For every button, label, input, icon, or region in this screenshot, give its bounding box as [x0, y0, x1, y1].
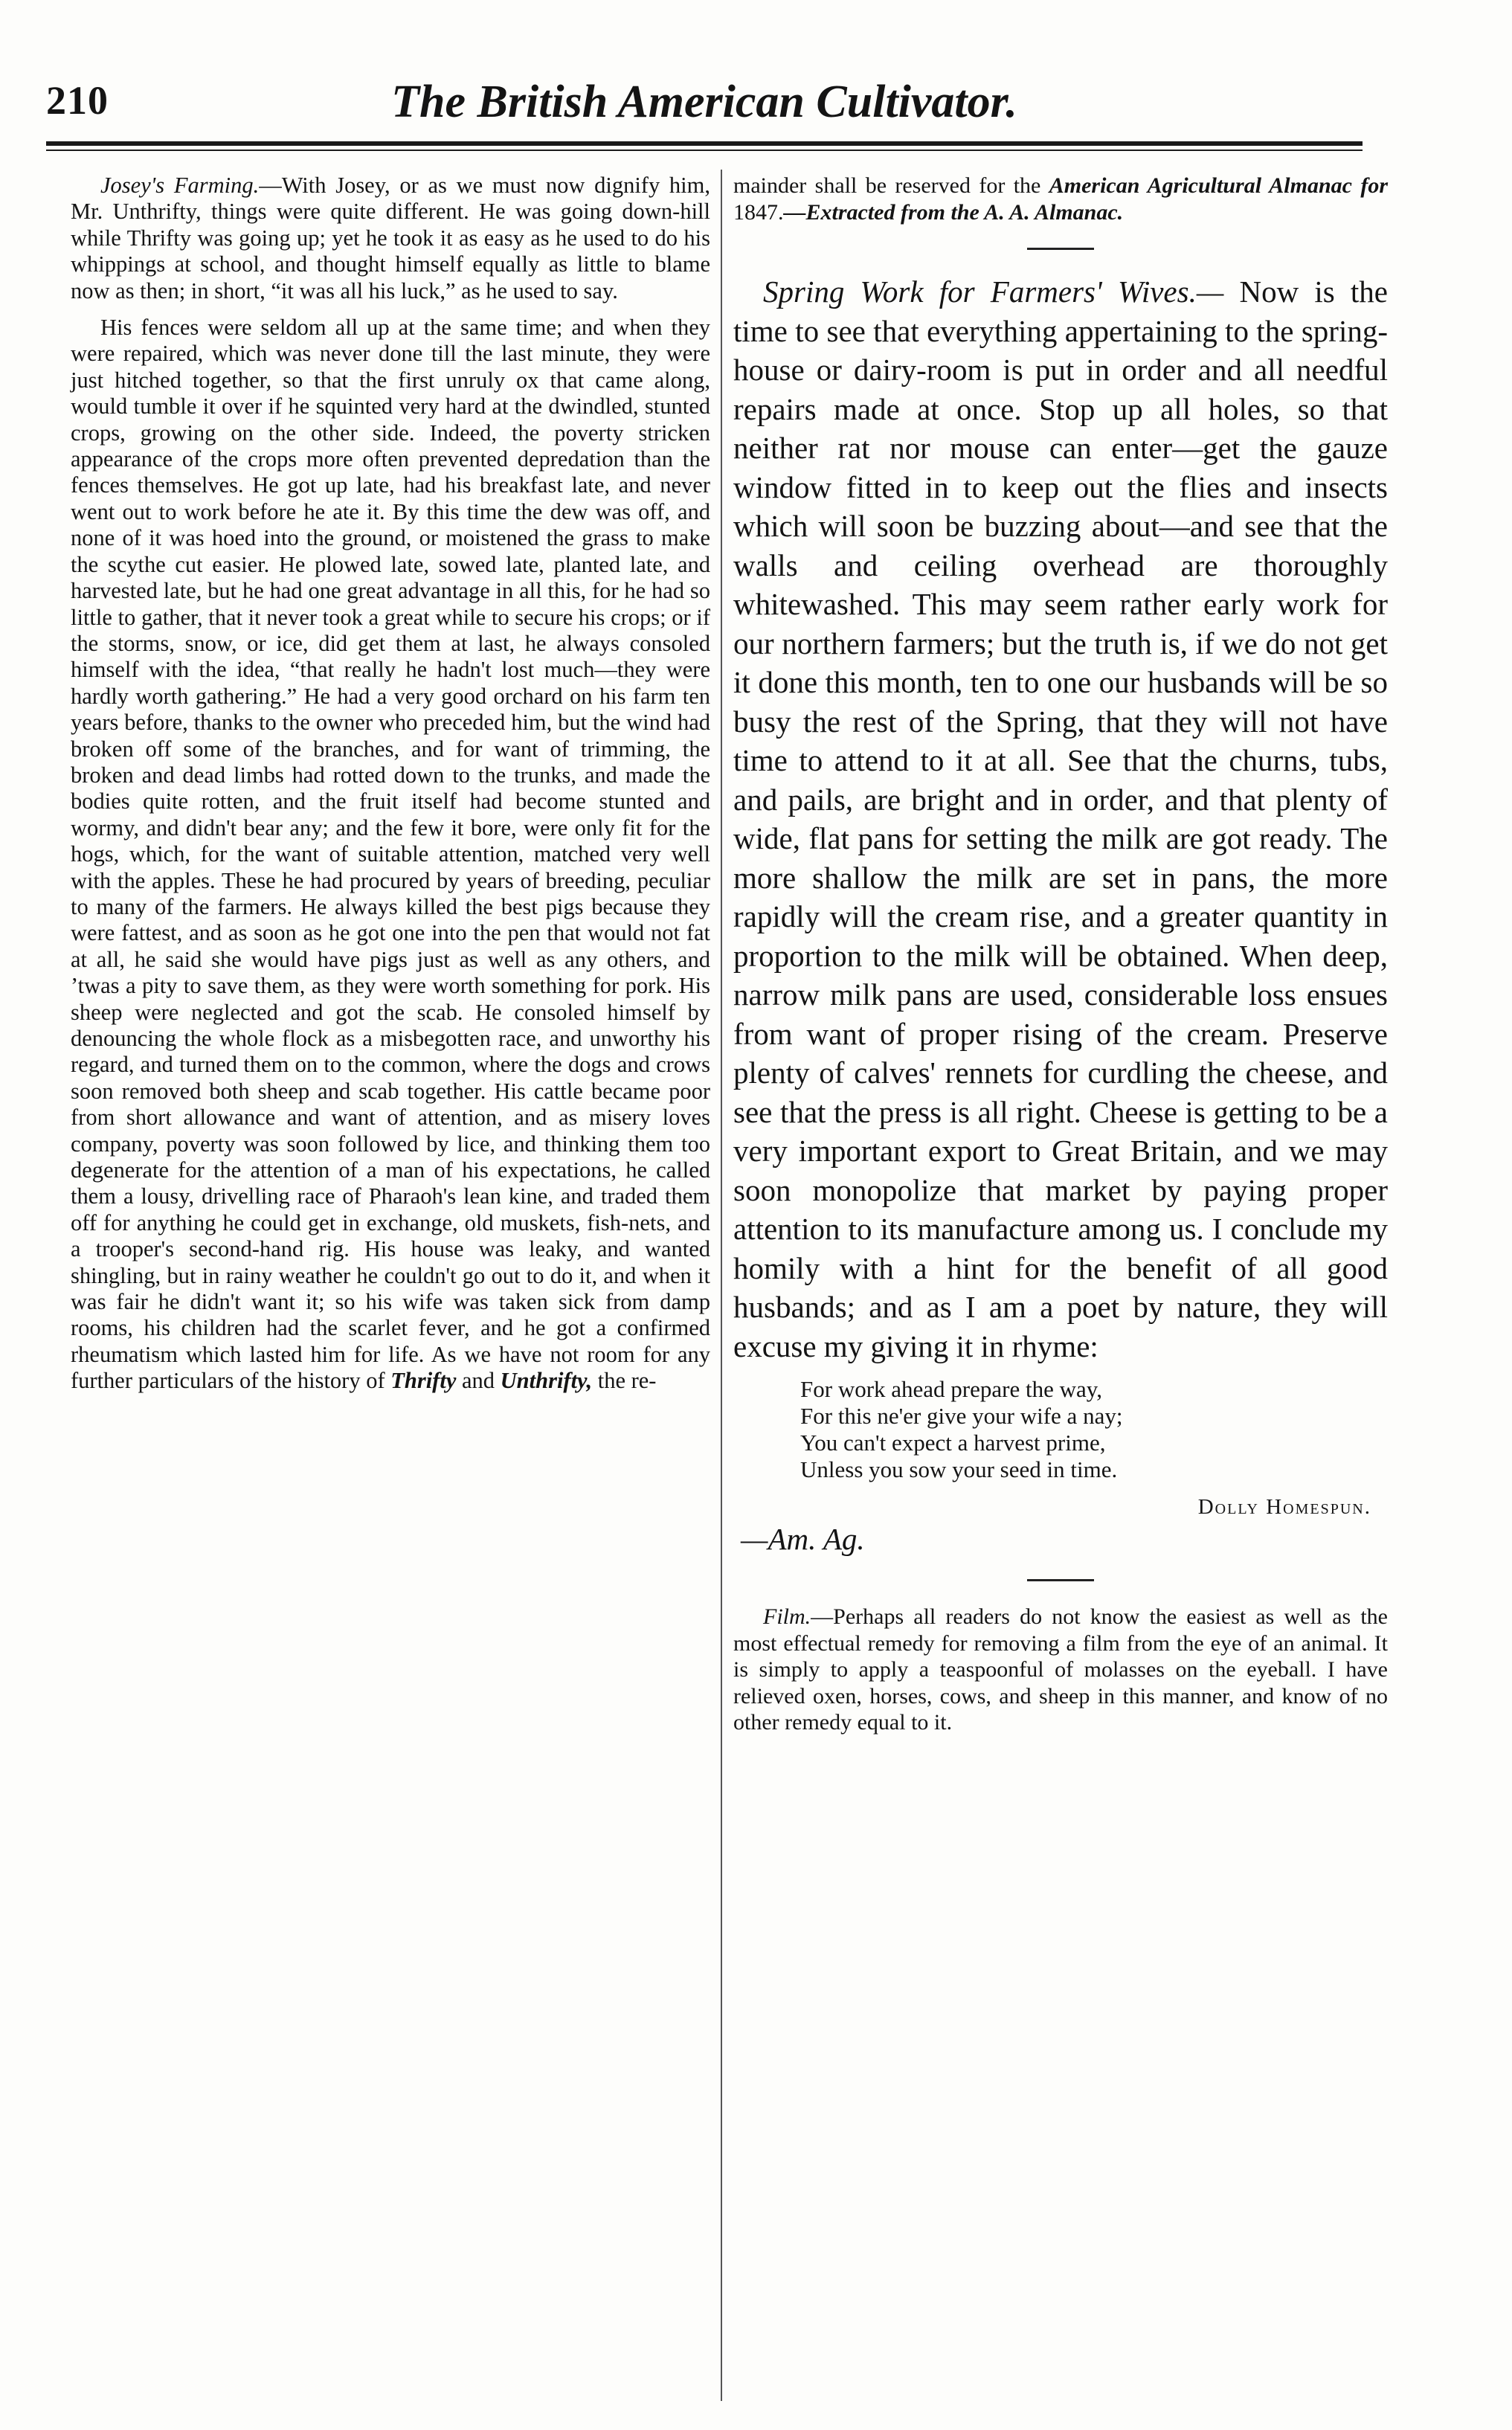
film-text: —Perhaps all readers do not know the easiest as well as the most effectual remedy for removing a film from the eye of an animal. It is simply to apply a teaspoonful of molasses on the eyeball. I have relieved oxen, horses, cows, and sheep in this manner, and know of no other remedy equal to it. [733, 1604, 1388, 1735]
verse-line: Unless you sow your seed in time. [800, 1456, 1118, 1482]
film-title: Film. [763, 1604, 811, 1629]
running-head [46, 71, 1363, 138]
continuation-text: mainder shall be reserved for the [733, 173, 1041, 198]
josey-farming-text: —With Josey, or as we must now dignify him, Mr. Unthrifty, things were quite different. He was going down-hill while Thrifty was going up; yet he took it as easy as he used to do his whippings at school, and thought himself equally as little to blame now as then; in short, “it was all his luck,” as he used to say. [71, 173, 710, 303]
left-column [71, 173, 710, 1395]
header-rule-thin [46, 150, 1363, 151]
section-divider [1027, 1579, 1094, 1581]
josey-farming-paragraph [71, 173, 710, 304]
almanac-year: 1847. [733, 199, 784, 225]
journal-title: The British American Cultivator. [391, 77, 1017, 127]
verse-line: For work ahead prepare the way, [800, 1376, 1102, 1402]
continuation-paragraph [733, 173, 1388, 225]
column-divider [721, 170, 722, 2401]
verse-line: For this ne'er give your wife a nay; [800, 1403, 1123, 1429]
spring-work-paragraph [733, 272, 1388, 1366]
section-divider [1027, 248, 1094, 250]
header-rule-thick [46, 141, 1363, 146]
spring-work-text: Now is the time to see that everything appertaining to the spring-house or dairy-room is put in order and all needful repairs made at once. Stop up all holes, so that neither rat nor mouse can enter—get the gauze window fitted in to keep out the flies and insects which will soon be buzzing about—and see that the walls and ceiling overhead are thoroughly whitewashed. This may seem rather early work for our northern farmers; but the truth is, if we do not get it done this month, ten to one our husbands will be so busy the rest of the Spring, that they will not have time to attend to it at all. See that the churns, tubs, and pails, are bright and in order, and that plenty of wide, flat pans for setting the milk are got ready. The more shallow the milk are set in pans, the more rapidly will the cream rise, and a greater quantity in proportion to the milk will be obtained. When deep, narrow milk pans are used, considerable loss ensues from want of proper rising of the cream. Preserve plenty of calves' rennets for curdling the cheese, and see that the press is all right. Cheese is getting to be a very important export to Great Britain, and we may soon monopolize that market by paying proper attention to its manufacture among us. I conclude my homily with a hint for the benefit of all good husbands; and as I am a poet by nature, they will excuse my giving it in rhyme: [733, 274, 1389, 1363]
almanac-title: American Agricultural Almanac for [1049, 173, 1389, 198]
author-signature: Dolly Homespun. [1197, 1495, 1371, 1519]
conjunction-and: and [461, 1368, 495, 1394]
verse-line: You can't expect a harvest prime, [800, 1430, 1106, 1456]
paragraph-gap [71, 304, 710, 315]
source-attribution: —Am. Ag. [741, 1522, 865, 1556]
josey-farming-title: Josey's Farming. [100, 173, 260, 198]
right-column [733, 173, 1388, 1736]
name-unthrifty: Unthrifty, [500, 1368, 593, 1394]
extracted-note: —Extracted from the A. A. Almanac. [783, 199, 1124, 225]
page-number: 210 [46, 78, 109, 123]
continued-text: the re- [597, 1368, 657, 1394]
spring-work-heading: Spring Work for Farmers' Wives.— [763, 274, 1224, 309]
unthrifty-fences-text: His fences were seldom all up at the same time; and when they were repaired, which was never done till the last minute, they were just hitched together, so that the first unruly ox that came along, would tumble it over if he squinted very hard at the dwindled, stunted crops, growing on the other side. Indeed, the poverty stricken appearance of the crops more often prevented depredation than the fences themselves. He got up late, had his breakfast late, and never went out to work before he ate it. By this time the dew was off, and none of it was hoed into the ground, or moistened the grass to make the scythe cut easier. He plowed late, sowed late, planted late, and harvested late, but he had one great advantage in all this, for he had so little to gather, that it never took a great while to secure his crops; or if the storms, snow, or ice, did get them at last, he always consoled himself with the idea, “that really he hadn't lost much—they were hardly worth gathering.” He had a very good orchard on his farm ten years before, thanks to the owner who preceded him, but the wind had broken off some of the branches, and for want of trimming, the broken and dead limbs had rotted down to the trunks, and made the bodies quite rotten, and the fruit itself had become stunted and wormy, and didn't bear any; and the few it bore, were only fit for the hogs, which, for the want of suitable attention, matched very well with the apples. These he had procured by years of breeding, peculiar to many of the farmers. He always killed the best pigs because they were fattest, and as soon as he got one into the pen that would not fat at all, he said she would have pigs just as well as any others, and ’twas a pity to save them, as they were worth something for pork. His sheep were neglected and got the scab. He consoled himself by denouncing the whole flock as a misbegotten race, and unworthy his regard, and turned them on to the common, where the dogs and crows soon removed both sheep and scab together. His cattle became poor from short allowance and want of attention, and as misery loves company, poverty was soon followed by lice, and thinking them too degenerate for the attention of a man of his expectations, he called them a lousy, drivelling race of Pharaoh's lean kine, and traded them off for anything he could get in exchange, old muskets, fish-nets, and a trooper's second-hand rig. His house was leaky, and wanted shingling, but in rainy weather he couldn't go out to do it, and when it was fair he didn't want it; so his wife was taken sick from damp rooms, his children had the scarlet fever, and he got a confirmed rheumatism which lasted him for life. As we have not room for any further particulars of the history of [71, 315, 710, 1394]
film-paragraph [733, 1604, 1388, 1736]
unthrifty-fences-paragraph [71, 315, 710, 1395]
rhyme-verse [800, 1376, 1388, 1483]
name-thrifty: Thrifty [390, 1368, 457, 1394]
